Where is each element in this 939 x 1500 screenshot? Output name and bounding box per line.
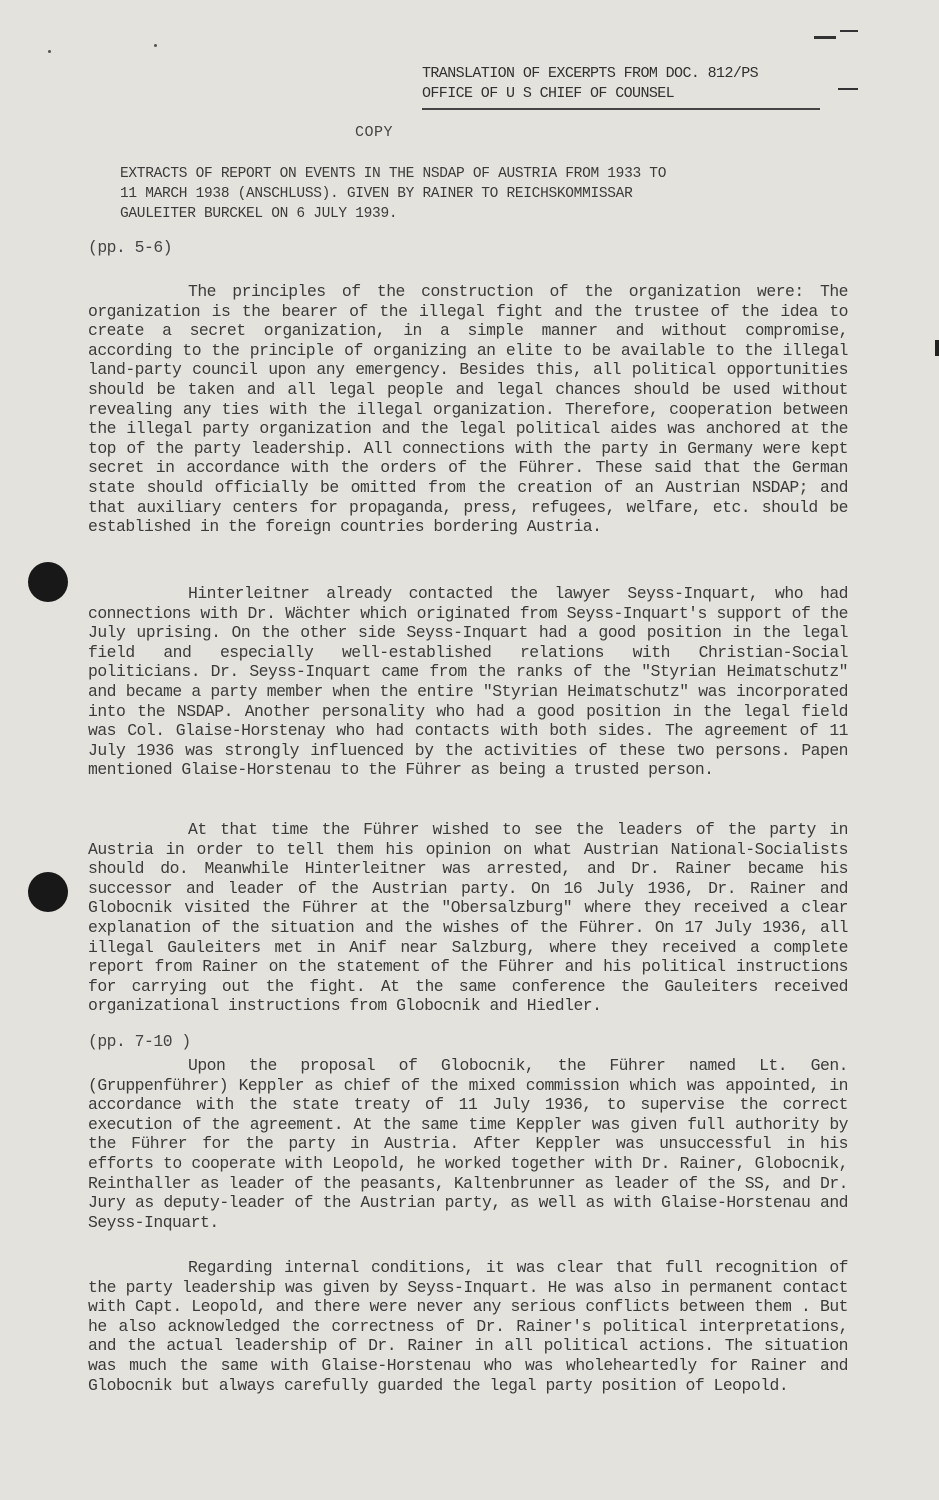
header-scribble-mark [838, 88, 858, 90]
paragraph-keppler: Upon the proposal of Globocnik, the Führer named Lt. Gen. (Gruppenführer) Keppler as chief of the mixed commission which was appointed, in accordance with the state treaty of 11 July 1936, to supervise the correct execution of the agreement. At the same time Keppler was given full authority by the Führer for the party in Austria. After Keppler was unsuccessful in his efforts to cooperate with Leopold, he worked together with Dr. Rainer, Globocnik, Reinthaller as leader of the peasants, Kaltenbrunner as leader of the SS, and Dr. Jury as deputy-leader of the Austrian party, as well as with Glaise-Horstenau and Seyss-Inquart. [88, 1056, 848, 1232]
extracts-title-line-3: GAULEITER BURCKEL ON 6 JULY 1939. [120, 206, 398, 222]
header-underline [422, 108, 820, 110]
page-reference-1: (pp. 5-6) [88, 238, 173, 257]
paragraph-internal-conditions: Regarding internal conditions, it was clear that full recognition of the party leadership was given by Seyss-Inquart. He was also in permanent contact with Capt. Leopold, and there were never any serious conflicts between them . But he also acknowledged the correctness of Dr. Rainer's political interpretations, and the actual leadership of Dr. Rainer in all political actions. The situation was much the same with Glaise-Horstenau who was wholeheartedly for Rainer and Globocnik but always carefully guarded the legal party position of Leopold. [88, 1258, 848, 1395]
extracts-title [120, 164, 770, 224]
copy-label: COPY [355, 124, 394, 141]
paragraph-organization-principles: The principles of the construction of the organization were: The organization is the bearer of the illegal fight and the trustee of the idea to create a secret organization, in a simple manner and without compromise, according to the principle of organizing an elite to be available to the illegal land-party council upon any emergency. Besides this, all political opportunities should be taken and all legal people and legal chances should be used without revealing any ties with the illegal organization. Therefore, cooperation between the illegal party organization and the legal political aides was anchored at the top of the party leadership. All connections with the party in Germany were kept secret in accordance with the orders of the Führer. These said that the German state should officially be omitted from the creation of an Austrian NSDAP; and that auxiliary centers for propaganda, press, refugees, welfare, etc. should be established in the foreign countries bordering Austria. [88, 282, 848, 537]
extracts-title-line-2: 11 MARCH 1938 (ANSCHLUSS). GIVEN BY RAINER TO REICHSKOMMISSAR [120, 186, 633, 202]
paragraph-seyss-inquart: Hinterleitner already contacted the lawyer Seyss-Inquart, who had connections with Dr. Wächter which originated from Seyss-Inquart's support of the July uprising. On the other side Seyss-Inquart had a good position in the legal field and especially well-established relations with Christian-Social politicians. Dr. Seyss-Inquart came from the ranks of the "Styrian Heimatschutz" and became a party member when the entire "Styrian Heimatschutz" was incorporated into the NSDAP. Another personality who had a good position in the legal field was Col. Glaise-Horstenay who had contacts with both sides. The agreement of 11 July 1936 was strongly influenced by the activities of these two persons. Papen mentioned Glaise-Horstenau to the Führer as being a trusted person. [88, 584, 848, 780]
header-line-office: OFFICE OF U S CHIEF OF COUNSEL [422, 85, 675, 102]
paragraph-fuhrer-meeting: At that time the Führer wished to see the leaders of the party in Austria in order to tell them his opinion on what Austrian National-Socialists should do. Meanwhile Hinterleitner was arrested, and Dr. Rainer became his successor and leader of the Austrian party. On 16 July 1936, Dr. Rainer and Globocnik visited the Führer at the "Obersalzburg" where they received a clear explanation of the situation and the wishes of the Führer. On 17 July 1936, all illegal Gauleiters met in Anif near Salzburg, where they received a complete report from Rainer on the statement of the Führer and his political instructions for carrying out the fight. At the same conference the Gauleiters received organizational instructions from Globocnik and Hiedler. [88, 820, 848, 1016]
punch-hole-lower [28, 872, 68, 912]
document-header [422, 64, 822, 104]
punch-hole-upper [28, 562, 68, 602]
corner-pencil-mark [814, 36, 836, 39]
page-reference-2: (pp. 7-10 ) [88, 1032, 191, 1051]
page-edge-mark [935, 340, 939, 356]
stray-dot [48, 50, 51, 53]
stray-dot [154, 44, 157, 47]
extracts-title-line-1: EXTRACTS OF REPORT ON EVENTS IN THE NSDAP OF AUSTRIA FROM 1933 TO [120, 166, 667, 182]
header-line-translation: TRANSLATION OF EXCERPTS FROM DOC. 812/PS [422, 65, 759, 82]
corner-pencil-mark [840, 30, 858, 32]
